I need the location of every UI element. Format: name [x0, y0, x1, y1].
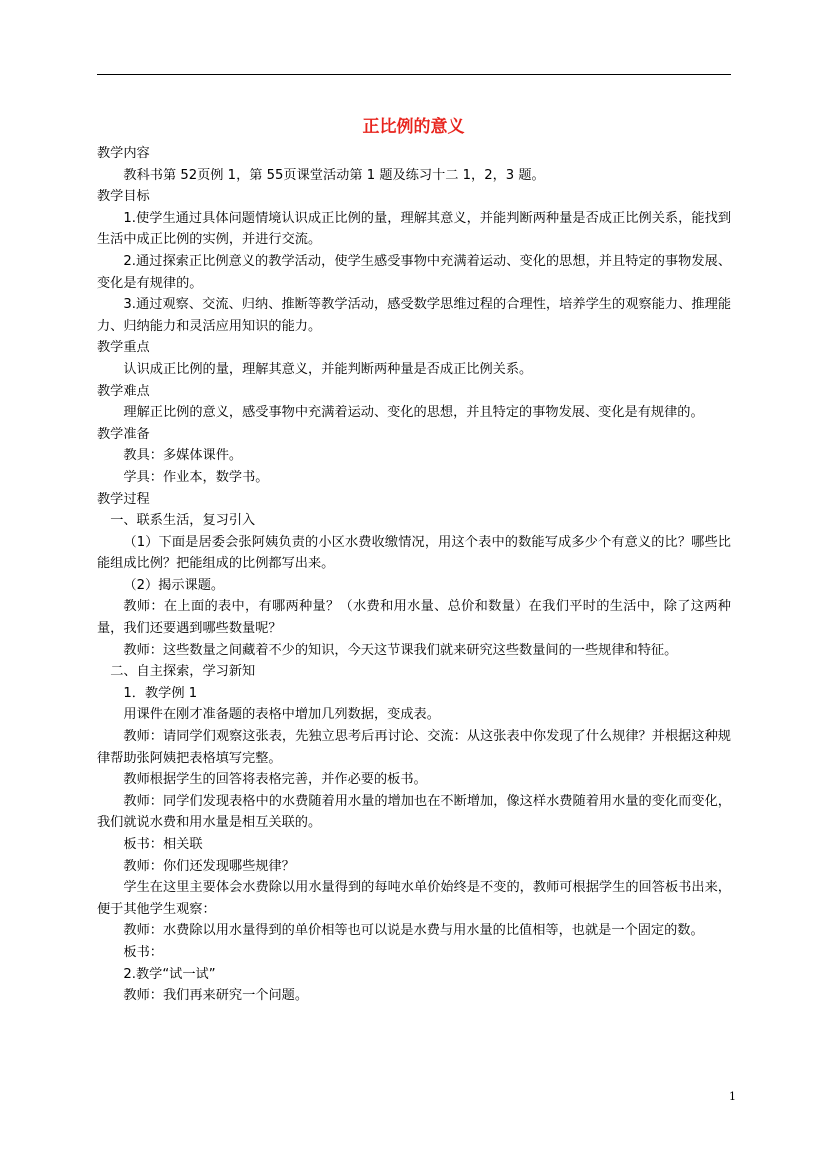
heading-preparation: 教学准备 — [97, 426, 150, 442]
header-rule — [97, 74, 731, 75]
heading-process: 教学过程 — [97, 491, 150, 507]
paragraph: 学具：作业本，数学书。 — [123, 469, 269, 485]
paragraph: 用课件在刚才准备题的表格中增加几列数据，变成表。 — [123, 707, 440, 723]
paragraph: 板书： — [123, 944, 163, 960]
paragraph: 学生在这里主要体会水费除以用水量得到的每吨水单价始终是不变的，教师可根据学生的回答板书出来，便于其他学生观察： — [97, 880, 731, 917]
paragraph: 教师：这些数量之间藏着不少的知识，今天这节课我们就来研究这些数量间的一些规律和特征。 — [123, 642, 678, 658]
paragraph: 板书：相关联 — [123, 837, 203, 852]
paragraph: 1.使学生通过具体问题情境认识成正比例的量，理解其意义，并能判断两种量是否成正比例关系，能找到生活中成正比例的实例，并进行交流。 — [97, 210, 731, 248]
section-heading: 一、联系生活，复习引入 — [110, 513, 256, 529]
heading-content: 教学内容 — [97, 146, 150, 161]
document-body — [97, 143, 731, 1007]
paragraph: 教师：我们再来研究一个问题。 — [123, 988, 309, 1004]
paragraph: 教师：在上面的表中，有哪两种量？（水费和用水量、总价和数量）在我们平时的生活中，除了这两种量，我们还要遇到哪些数量呢？ — [97, 599, 731, 637]
paragraph: （1）下面是居委会张阿姨负责的小区水费收缴情况，用这个表中的数能写成多少个有意义的比？哪些比能组成比例？把能组成的比例都写出来。 — [97, 534, 731, 572]
paragraph: 2.教学“试一试” — [123, 966, 216, 982]
paragraph: 3.通过观察、交流、归纳、推断等教学活动，感受数学思维过程的合理性，培养学生的观察能力、推理能力、归纳能力和灵活应用知识的能力。 — [97, 297, 731, 334]
paragraph: 教师：请同学们观察这张表，先独立思考后再讨论、交流：从这张表中你发现了什么规律？并根据这种规律帮助张阿姨把表格填写完整。 — [97, 729, 731, 766]
paragraph: 理解正比例的意义，感受事物中充满着运动、变化的思想，并且特定的事物发展、变化是有规律的。 — [123, 405, 704, 421]
paragraph: （2）揭示课题。 — [123, 577, 225, 593]
page-number: 1 — [729, 1090, 736, 1103]
document-title: 正比例的意义 — [362, 117, 465, 137]
paragraph: 教师：你们还发现哪些规律？ — [123, 858, 295, 874]
paragraph: 2.通过探索正比例意义的教学活动，使学生感受事物中充满着运动、变化的思想，并且特定的事物发展、变化是有规律的。 — [97, 253, 731, 291]
paragraph: 教师：同学们发现表格中的水费随着用水量的增加也在不断增加，像这样水费随着用水量的变化而变化，我们就说水费和用水量是相互关联的。 — [97, 793, 731, 831]
paragraph: 1．教学例 1 — [123, 685, 198, 701]
paragraph: 教师根据学生的回答将表格完善，并作必要的板书。 — [123, 772, 427, 788]
heading-key-points: 教学重点 — [97, 340, 150, 356]
paragraph: 教具：多媒体课件。 — [123, 448, 243, 464]
paragraph: 教师：水费除以用水量得到的单价相等也可以说是水费与用水量的比值相等，也就是一个固定的数。 — [123, 923, 704, 939]
section-heading: 二、自主探索，学习新知 — [110, 664, 256, 680]
heading-difficulties: 教学难点 — [97, 383, 150, 399]
paragraph: 教科书第 52页例 1，第 55页课堂活动第 1 题及练习十二 1，2，3 题。 — [123, 167, 545, 183]
heading-objectives: 教学目标 — [97, 189, 150, 205]
paragraph: 认识成正比例的量，理解其意义，并能判断两种量是否成正比例关系。 — [123, 361, 533, 377]
